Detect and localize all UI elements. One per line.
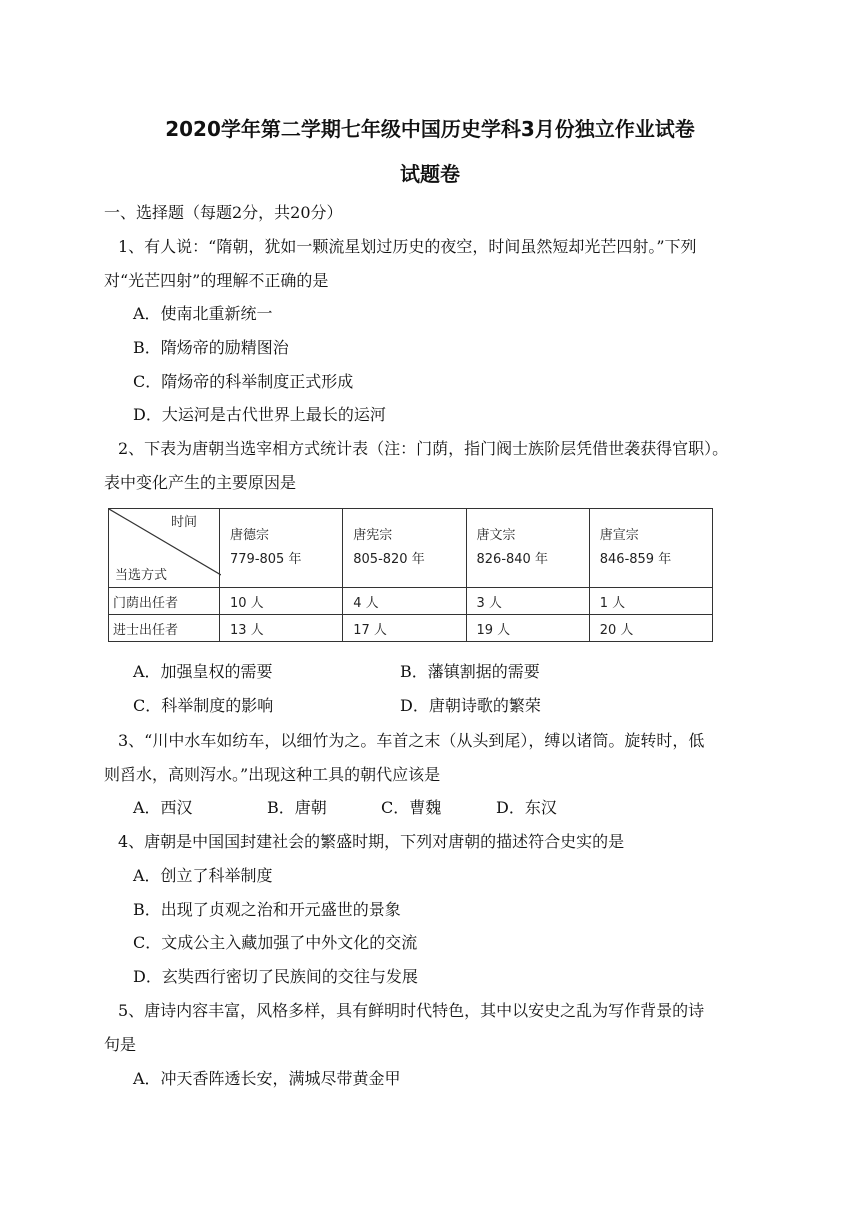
table-cell: 17 人 [343, 615, 466, 642]
q1-option-d: D．大运河是古代世界上最长的运河 [133, 405, 386, 424]
q2-stem-line1: 2、下表为唐朝当选宰相方式统计表（注：门荫，指门阀士族阶层凭借世袭获得官职）。 [118, 439, 729, 458]
q3-option-c: C．曹魏 [381, 798, 442, 817]
q1-option-a: A．使南北重新统一 [133, 304, 273, 323]
q3-stem-line2: 则舀水，高则泻水。”出现这种工具的朝代应该是 [104, 765, 441, 784]
q1-stem-line1: 1、有人说：“隋朝，犹如一颗流星划过历史的夜空，时间虽然短却光芒四射。”下列 [118, 237, 697, 256]
table-cell: 20 人 [589, 615, 712, 642]
q3-option-a: A．西汉 [133, 798, 193, 817]
table-header-row [109, 509, 713, 588]
q4-option-b: B．出现了贞观之治和开元盛世的景象 [133, 900, 401, 919]
table-cell: 19 人 [466, 615, 589, 642]
table-cell: 3 人 [466, 588, 589, 615]
chancellor-selection-table [108, 508, 713, 642]
table-header-cell [343, 509, 466, 588]
q1-stem-line2: 对“光芒四射”的理解不正确的是 [104, 271, 329, 290]
table-row [109, 588, 713, 615]
row-label: 进士出任者 [109, 615, 220, 642]
exam-title: 2020学年第二学期七年级中国历史学科3月份独立作业试卷 [165, 117, 695, 141]
q5-stem-line1: 5、唐诗内容丰富，风格多样，具有鲜明时代特色，其中以安史之乱为写作背景的诗 [118, 1001, 705, 1020]
emperor-name: 唐文宗 [476, 528, 516, 543]
corner-top-label: 时间 [171, 515, 198, 530]
q4-stem-line1: 4、唐朝是中国国封建社会的繁盛时期，下列对唐朝的描述符合史实的是 [118, 832, 625, 851]
table-header-cell [220, 509, 343, 588]
corner-bottom-label: 当选方式 [115, 568, 168, 583]
emperor-name: 唐宣宗 [599, 528, 639, 543]
table-cell: 13 人 [220, 615, 343, 642]
q4-option-d: D．玄奘西行密切了民族间的交往与发展 [133, 967, 418, 986]
q1-option-b: B．隋炀帝的励精图治 [133, 338, 289, 357]
emperor-name: 唐德宗 [230, 528, 270, 543]
q4-option-a: A．创立了科举制度 [133, 866, 273, 885]
table-header-cell [466, 509, 589, 588]
table-row [109, 615, 713, 642]
row-label: 门荫出任者 [109, 588, 220, 615]
q2-option-c: C．科举制度的影响 [133, 696, 274, 715]
reign-years: 805-820 年 [353, 552, 425, 567]
exam-subtitle: 试题卷 [400, 162, 460, 186]
reign-years: 826-840 年 [476, 552, 548, 567]
q2-option-b: B．藩镇割据的需要 [400, 662, 540, 681]
q4-option-c: C．文成公主入藏加强了中外文化的交流 [133, 933, 418, 952]
section-heading: 一、选择题（每题2分，共20分） [104, 203, 343, 222]
q5-stem-line2: 句是 [104, 1035, 137, 1054]
table-cell: 4 人 [343, 588, 466, 615]
q2-option-d: D．唐朝诗歌的繁荣 [400, 696, 541, 715]
table-header-cell [589, 509, 712, 588]
table-cell: 1 人 [589, 588, 712, 615]
table-cell: 10 人 [220, 588, 343, 615]
q5-option-a: A．冲天香阵透长安，满城尽带黄金甲 [133, 1069, 401, 1088]
q3-stem-line1: 3、“川中水车如纺车，以细竹为之。车首之末（从头到尾），缚以诸筒。旋转时，低 [118, 731, 705, 750]
q2-option-a: A．加强皇权的需要 [133, 662, 273, 681]
table-corner-cell [109, 509, 220, 588]
reign-years: 779-805 年 [230, 552, 302, 567]
reign-years: 846-859 年 [599, 552, 672, 567]
emperor-name: 唐宪宗 [353, 528, 393, 543]
q3-option-d: D．东汉 [496, 798, 557, 817]
q2-stem-line2: 表中变化产生的主要原因是 [104, 473, 297, 492]
q3-option-b: B．唐朝 [267, 798, 327, 817]
q1-option-c: C．隋炀帝的科举制度正式形成 [133, 372, 354, 391]
